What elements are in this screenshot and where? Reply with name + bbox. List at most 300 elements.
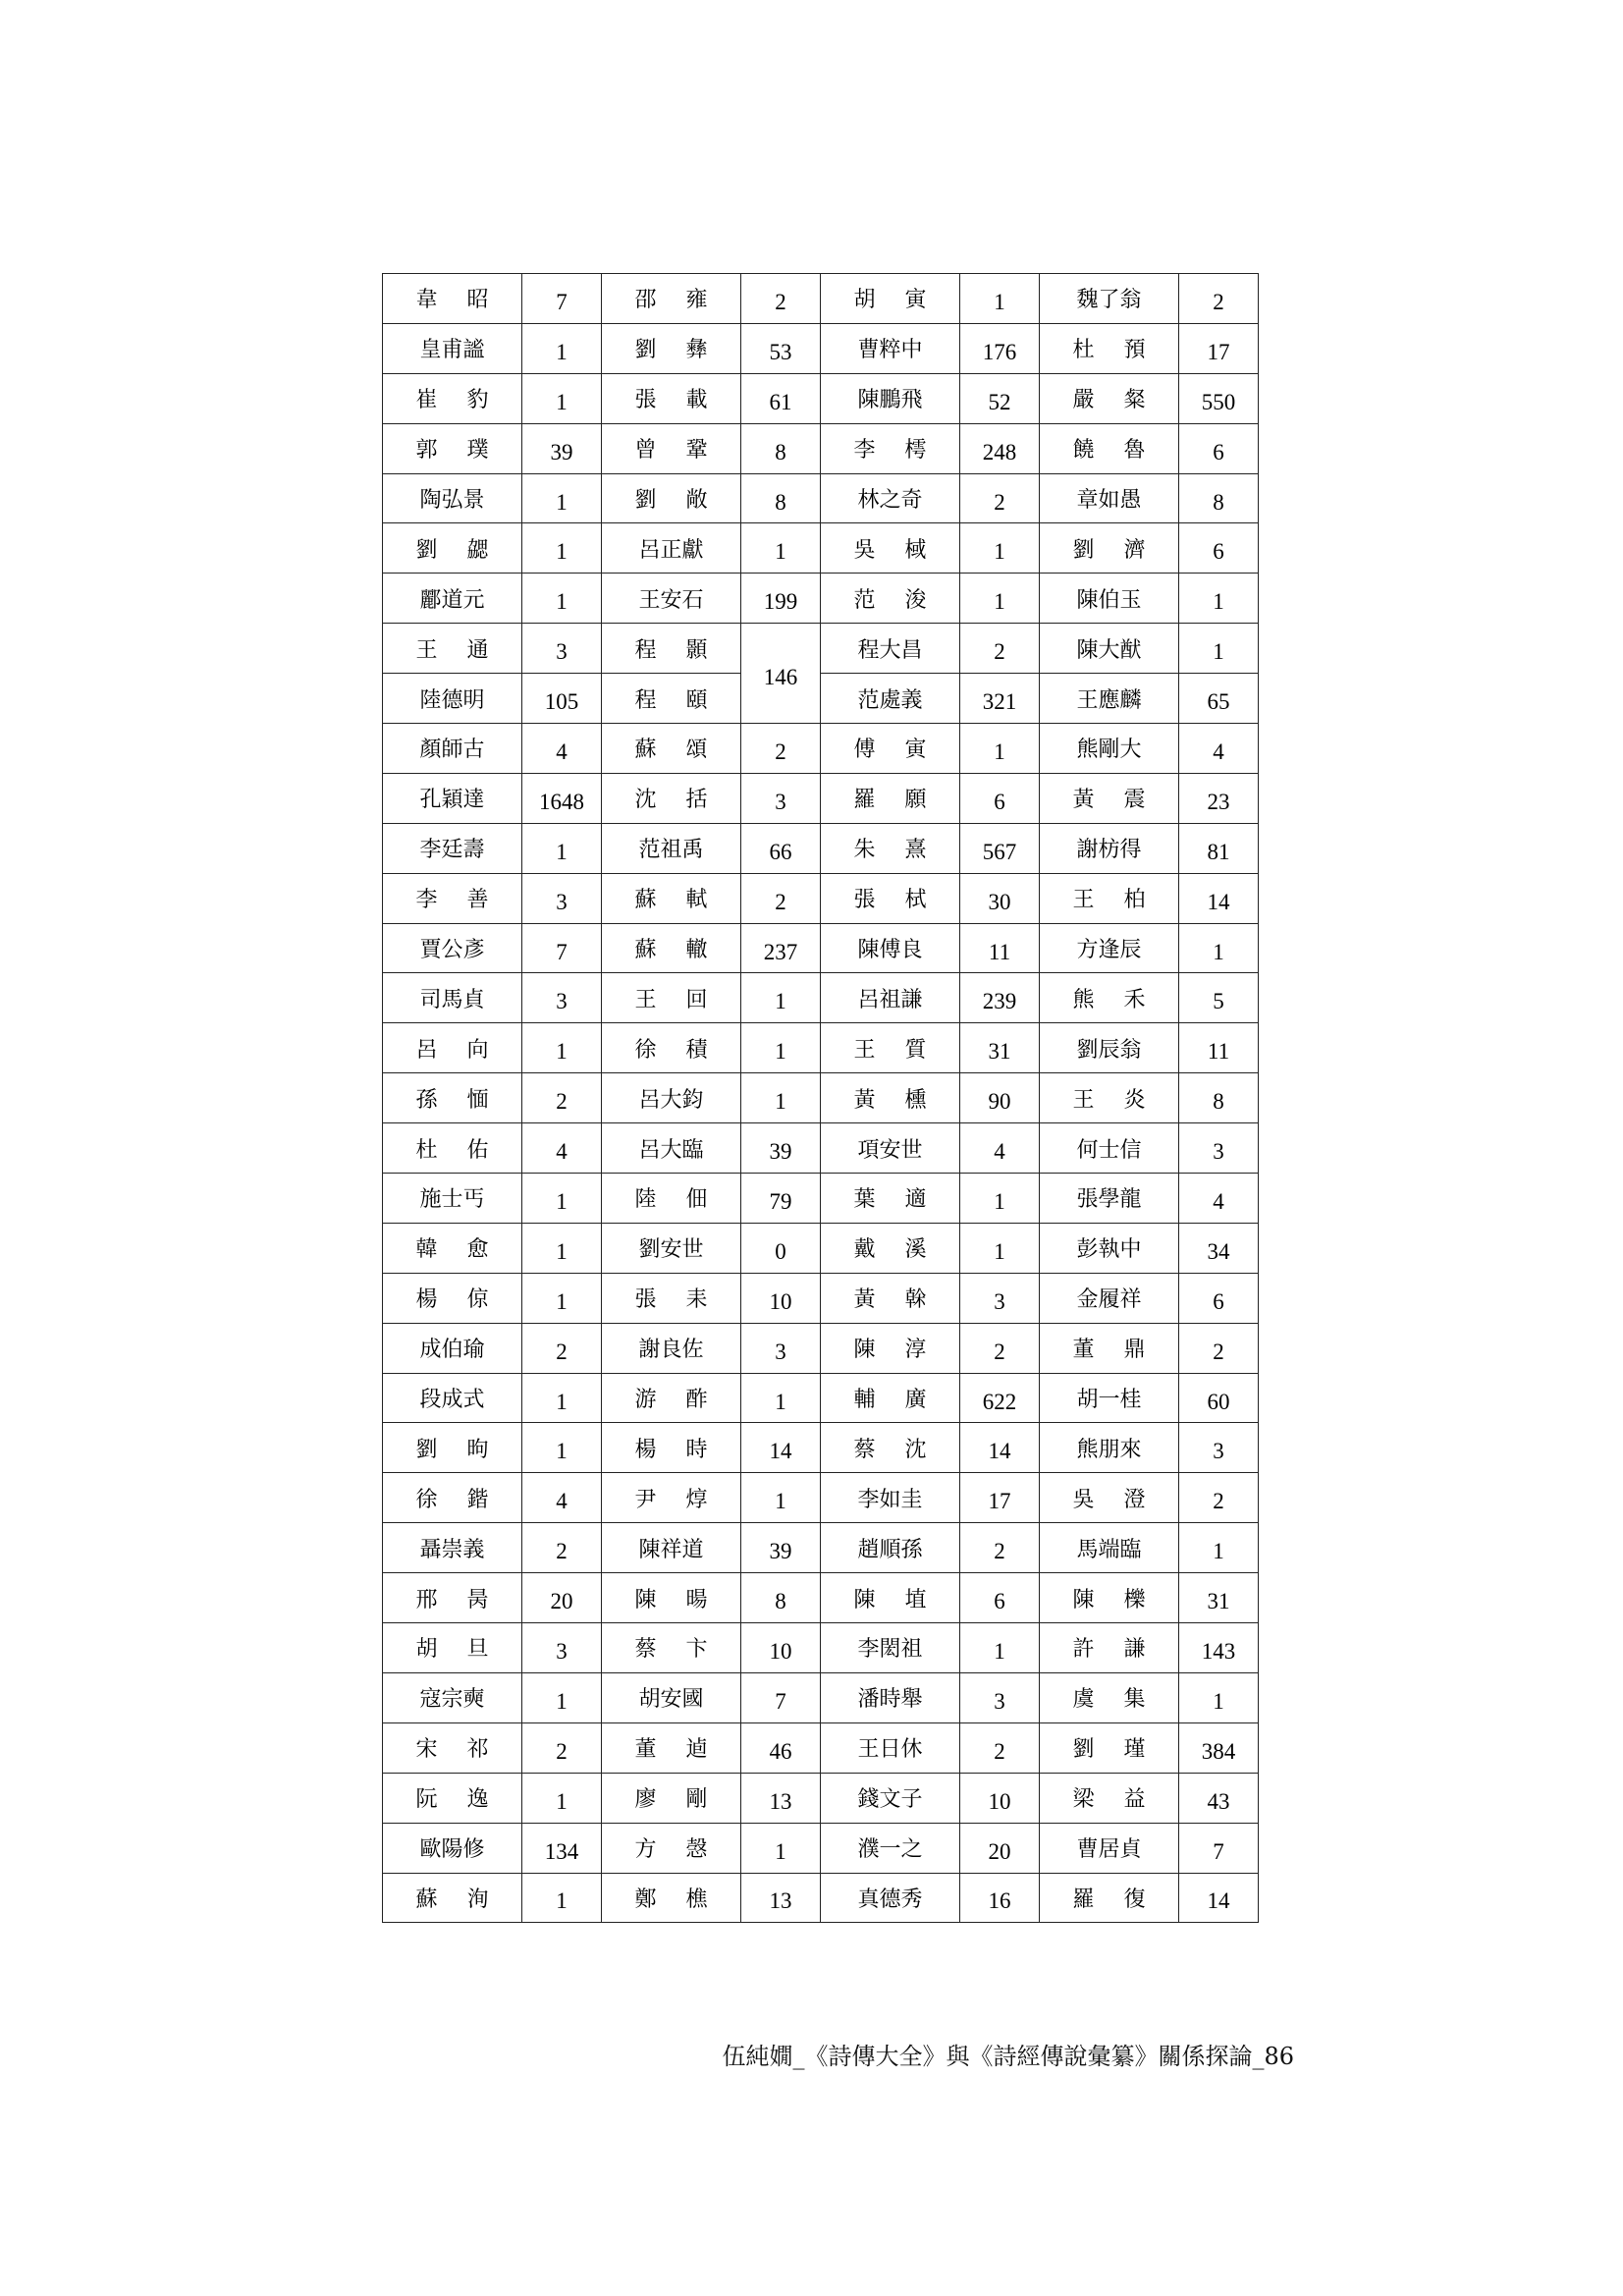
citation-count-cell: 1 bbox=[522, 1373, 602, 1423]
author-name-cell bbox=[1040, 274, 1179, 324]
author-name-cell bbox=[821, 1174, 960, 1224]
table-row bbox=[383, 373, 1259, 423]
table-row bbox=[383, 674, 1259, 724]
table-row bbox=[383, 1573, 1259, 1623]
citation-count-cell: 237 bbox=[741, 923, 821, 973]
author-name: 陳埴 bbox=[853, 1587, 956, 1613]
citation-count-cell: 248 bbox=[960, 423, 1040, 473]
page-footer: 伍純嫺_《詩傳大全》與《詩經傳說彙纂》關係探論_86 bbox=[722, 2043, 1294, 2070]
citation-count-cell: 1 bbox=[522, 1223, 602, 1273]
citation-count-cell: 3 bbox=[1179, 1423, 1259, 1473]
author-name-cell bbox=[383, 1174, 522, 1224]
author-name: 韓愈 bbox=[415, 1237, 518, 1263]
citation-count-cell: 1 bbox=[960, 724, 1040, 774]
author-name-cell bbox=[602, 1823, 741, 1873]
author-name-cell bbox=[821, 1323, 960, 1373]
citation-count-cell: 1 bbox=[522, 1672, 602, 1722]
author-name: 吳棫 bbox=[853, 537, 956, 563]
citation-count-cell: 239 bbox=[960, 973, 1040, 1023]
citation-count-cell: 31 bbox=[960, 1023, 1040, 1073]
citation-count-cell: 13 bbox=[741, 1873, 821, 1923]
author-name-cell bbox=[602, 1023, 741, 1073]
author-name: 虞集 bbox=[1072, 1687, 1175, 1713]
author-name-cell bbox=[602, 423, 741, 473]
author-name-cell bbox=[1040, 574, 1179, 624]
citation-count-cell: 3 bbox=[522, 973, 602, 1023]
table-row bbox=[383, 1623, 1259, 1673]
author-name-cell bbox=[1040, 873, 1179, 923]
table-row bbox=[383, 473, 1259, 523]
author-name-cell bbox=[383, 873, 522, 923]
author-name-cell bbox=[383, 624, 522, 674]
citation-count-cell: 4 bbox=[522, 1473, 602, 1523]
citation-count-cell: 8 bbox=[1179, 1073, 1259, 1123]
author-name: 朱熹 bbox=[853, 838, 956, 863]
author-name-cell bbox=[1040, 1423, 1179, 1473]
author-name-cell bbox=[602, 624, 741, 674]
author-name: 李善 bbox=[415, 888, 518, 913]
author-name: 徐鍇 bbox=[415, 1487, 518, 1512]
citation-count-cell: 384 bbox=[1179, 1722, 1259, 1773]
citation-count-cell: 10 bbox=[960, 1773, 1040, 1823]
author-name-cell bbox=[383, 1523, 522, 1573]
citation-count-cell: 3 bbox=[960, 1672, 1040, 1722]
author-name: 陳鵬飛 bbox=[857, 388, 923, 413]
author-name: 胡旦 bbox=[415, 1637, 518, 1663]
author-name: 孫愐 bbox=[415, 1087, 518, 1113]
author-name-cell bbox=[821, 674, 960, 724]
author-name: 成伯瑜 bbox=[419, 1338, 485, 1363]
table-row bbox=[383, 1473, 1259, 1523]
table-row bbox=[383, 1073, 1259, 1123]
author-name-cell bbox=[821, 323, 960, 373]
author-name: 陸德明 bbox=[419, 687, 485, 713]
author-name: 魏了翁 bbox=[1076, 288, 1142, 313]
author-name: 王通 bbox=[415, 637, 518, 663]
author-name: 杜預 bbox=[1072, 338, 1175, 363]
author-name-cell bbox=[1040, 1273, 1179, 1323]
citation-count-cell: 14 bbox=[741, 1423, 821, 1473]
citation-count-cell: 2 bbox=[960, 624, 1040, 674]
citation-count-cell: 17 bbox=[960, 1473, 1040, 1523]
citation-count-cell: 1 bbox=[741, 1473, 821, 1523]
author-name-cell bbox=[821, 1423, 960, 1473]
citation-count-cell: 1 bbox=[522, 1273, 602, 1323]
citation-count-cell: 30 bbox=[960, 873, 1040, 923]
author-name: 胡安國 bbox=[638, 1687, 704, 1713]
author-name-cell bbox=[1040, 1672, 1179, 1722]
author-name: 劉濟 bbox=[1072, 537, 1175, 563]
author-name: 徐積 bbox=[634, 1037, 737, 1063]
author-name: 蔡卞 bbox=[634, 1637, 737, 1663]
citation-count-cell: 10 bbox=[741, 1273, 821, 1323]
citation-count-cell: 4 bbox=[960, 1123, 1040, 1174]
citation-count-cell: 1 bbox=[741, 1023, 821, 1073]
author-name: 劉昫 bbox=[415, 1437, 518, 1462]
citation-count-cell: 4 bbox=[522, 1123, 602, 1174]
citation-count-cell: 1 bbox=[522, 574, 602, 624]
author-name: 陳暘 bbox=[634, 1587, 737, 1613]
author-name: 陸佃 bbox=[634, 1187, 737, 1213]
author-name-cell bbox=[602, 923, 741, 973]
author-name-cell bbox=[602, 1323, 741, 1373]
author-name: 王炎 bbox=[1072, 1087, 1175, 1113]
author-name: 呂正獻 bbox=[638, 537, 704, 563]
author-name: 真德秀 bbox=[857, 1886, 923, 1912]
author-name-cell bbox=[821, 1023, 960, 1073]
author-name: 劉敞 bbox=[634, 488, 737, 513]
author-name: 熊朋來 bbox=[1076, 1437, 1142, 1462]
citation-count-cell: 1 bbox=[522, 1174, 602, 1224]
author-name: 李閎祖 bbox=[857, 1637, 923, 1663]
author-name: 方逢辰 bbox=[1076, 938, 1142, 963]
author-name-cell bbox=[602, 1073, 741, 1123]
citation-count-cell: 6 bbox=[960, 1573, 1040, 1623]
citation-count-cell: 1 bbox=[522, 1873, 602, 1923]
citation-count-cell: 2 bbox=[960, 1722, 1040, 1773]
author-name-cell bbox=[1040, 1722, 1179, 1773]
citation-count-cell: 143 bbox=[1179, 1623, 1259, 1673]
author-name: 熊剛大 bbox=[1076, 738, 1142, 763]
author-name-cell bbox=[383, 674, 522, 724]
author-name: 廖剛 bbox=[634, 1787, 737, 1813]
table-row bbox=[383, 923, 1259, 973]
table-row bbox=[383, 724, 1259, 774]
author-name: 胡一桂 bbox=[1076, 1388, 1142, 1413]
author-name-cell bbox=[821, 1672, 960, 1722]
citation-count-cell: 4 bbox=[1179, 1174, 1259, 1224]
author-name-cell bbox=[602, 1672, 741, 1722]
citation-count-cell: 3 bbox=[522, 1623, 602, 1673]
citation-count-cell: 20 bbox=[960, 1823, 1040, 1873]
author-name-cell bbox=[821, 823, 960, 873]
citation-count-cell: 14 bbox=[960, 1423, 1040, 1473]
author-name: 陳傅良 bbox=[857, 938, 923, 963]
table-row bbox=[383, 1023, 1259, 1073]
author-name: 王回 bbox=[634, 987, 737, 1012]
citation-count-cell: 53 bbox=[741, 323, 821, 373]
author-name: 張學龍 bbox=[1076, 1187, 1142, 1213]
author-name-cell bbox=[1040, 523, 1179, 574]
citation-count-cell: 1 bbox=[960, 1174, 1040, 1224]
author-name-cell bbox=[1040, 1223, 1179, 1273]
citation-count-cell: 2 bbox=[1179, 274, 1259, 324]
author-name-cell bbox=[821, 1873, 960, 1923]
table-row bbox=[383, 1773, 1259, 1823]
author-name-cell bbox=[383, 1023, 522, 1073]
author-name: 酈道元 bbox=[419, 587, 485, 613]
author-name: 彭執中 bbox=[1076, 1237, 1142, 1263]
author-name-cell bbox=[1040, 1073, 1179, 1123]
citation-count-cell: 2 bbox=[960, 473, 1040, 523]
author-name-cell bbox=[1040, 1823, 1179, 1873]
author-name-cell bbox=[602, 373, 741, 423]
author-name-cell bbox=[602, 574, 741, 624]
author-name: 呂大鈞 bbox=[638, 1087, 704, 1113]
citation-count-cell: 2 bbox=[960, 1523, 1040, 1573]
author-name: 戴溪 bbox=[853, 1237, 956, 1263]
author-name: 皇甫謐 bbox=[419, 338, 485, 363]
author-name: 蘇洵 bbox=[415, 1886, 518, 1912]
author-name-cell bbox=[383, 523, 522, 574]
author-name: 顏師古 bbox=[419, 738, 485, 763]
author-name: 范處義 bbox=[857, 687, 923, 713]
author-name: 章如愚 bbox=[1076, 488, 1142, 513]
citation-count-cell: 31 bbox=[1179, 1573, 1259, 1623]
citation-count-cell: 1 bbox=[741, 1823, 821, 1873]
author-name-cell bbox=[1040, 1473, 1179, 1523]
author-name: 李如圭 bbox=[857, 1487, 923, 1512]
citation-count-cell: 13 bbox=[741, 1773, 821, 1823]
author-name: 蔡沈 bbox=[853, 1437, 956, 1462]
author-name: 羅復 bbox=[1072, 1886, 1175, 1912]
author-name: 羅願 bbox=[853, 788, 956, 813]
table-row bbox=[383, 523, 1259, 574]
author-name-cell bbox=[383, 1423, 522, 1473]
author-name: 濮一之 bbox=[857, 1837, 923, 1863]
author-name-cell bbox=[602, 1573, 741, 1623]
author-name-cell bbox=[821, 523, 960, 574]
table-row bbox=[383, 1823, 1259, 1873]
citation-count-cell: 5 bbox=[1179, 973, 1259, 1023]
author-name-cell bbox=[602, 1873, 741, 1923]
citation-count-cell: 3 bbox=[741, 1323, 821, 1373]
citation-count-cell: 10 bbox=[741, 1623, 821, 1673]
citation-count-cell: 1648 bbox=[522, 773, 602, 823]
citation-count-cell: 1 bbox=[741, 523, 821, 574]
author-name-cell bbox=[383, 1573, 522, 1623]
author-name: 謝枋得 bbox=[1076, 838, 1142, 863]
citation-count-cell: 8 bbox=[741, 473, 821, 523]
author-name-cell bbox=[821, 1273, 960, 1323]
author-name-cell bbox=[602, 1373, 741, 1423]
author-name: 韋昭 bbox=[415, 288, 518, 313]
citation-count-cell: 1 bbox=[522, 473, 602, 523]
author-name-cell bbox=[821, 1823, 960, 1873]
author-name-cell bbox=[1040, 1573, 1179, 1623]
author-name: 王質 bbox=[853, 1037, 956, 1063]
citation-count-cell: 61 bbox=[741, 373, 821, 423]
author-name: 許謙 bbox=[1072, 1637, 1175, 1663]
author-name-cell bbox=[602, 724, 741, 774]
citation-count-cell: 1 bbox=[960, 274, 1040, 324]
citation-count-cell: 1 bbox=[1179, 574, 1259, 624]
citation-count-cell: 14 bbox=[1179, 1873, 1259, 1923]
author-name-cell bbox=[383, 1123, 522, 1174]
citation-count-cell: 1 bbox=[522, 1423, 602, 1473]
author-name: 胡寅 bbox=[853, 288, 956, 313]
citation-count-cell: 1 bbox=[960, 1223, 1040, 1273]
author-name-cell bbox=[602, 523, 741, 574]
table-row bbox=[383, 423, 1259, 473]
author-name-cell bbox=[1040, 1023, 1179, 1073]
citation-count-cell: 176 bbox=[960, 323, 1040, 373]
author-name: 黃櫄 bbox=[853, 1087, 956, 1113]
author-name-cell bbox=[1040, 973, 1179, 1023]
citation-count-cell: 550 bbox=[1179, 373, 1259, 423]
author-name-cell bbox=[383, 574, 522, 624]
author-name: 熊禾 bbox=[1072, 987, 1175, 1012]
table-row bbox=[383, 1373, 1259, 1423]
author-name-cell bbox=[821, 1573, 960, 1623]
author-name: 歐陽修 bbox=[419, 1837, 485, 1863]
author-name: 聶崇義 bbox=[419, 1537, 485, 1562]
author-name-cell bbox=[602, 1123, 741, 1174]
citation-count-cell: 199 bbox=[741, 574, 821, 624]
author-name: 王柏 bbox=[1072, 888, 1175, 913]
citation-count-cell: 2 bbox=[522, 1073, 602, 1123]
author-name-cell bbox=[383, 473, 522, 523]
citation-count-cell: 8 bbox=[1179, 473, 1259, 523]
author-name-cell bbox=[1040, 773, 1179, 823]
author-name-cell bbox=[383, 423, 522, 473]
author-name-cell bbox=[383, 1473, 522, 1523]
author-name-cell bbox=[821, 574, 960, 624]
author-name: 馬端臨 bbox=[1076, 1537, 1142, 1562]
author-name: 呂祖謙 bbox=[857, 987, 923, 1012]
author-name: 楊時 bbox=[634, 1437, 737, 1462]
table-body bbox=[383, 274, 1259, 1923]
table-row bbox=[383, 574, 1259, 624]
author-name-cell bbox=[602, 823, 741, 873]
citation-count-cell: 6 bbox=[1179, 523, 1259, 574]
citation-count-cell: 46 bbox=[741, 1722, 821, 1773]
author-name: 王安石 bbox=[638, 587, 704, 613]
citation-count-cell: 1 bbox=[522, 323, 602, 373]
author-name: 李樗 bbox=[853, 438, 956, 464]
author-name: 陳祥道 bbox=[638, 1537, 704, 1562]
author-name-cell bbox=[602, 1423, 741, 1473]
author-name: 段成式 bbox=[419, 1388, 485, 1413]
citation-count-cell: 2 bbox=[522, 1523, 602, 1573]
citation-count-cell: 14 bbox=[1179, 873, 1259, 923]
citation-count-cell: 2 bbox=[741, 873, 821, 923]
citation-count-cell: 0 bbox=[741, 1223, 821, 1273]
table-row bbox=[383, 1722, 1259, 1773]
author-name: 蘇頌 bbox=[634, 738, 737, 763]
author-name: 葉適 bbox=[853, 1187, 956, 1213]
author-name-cell bbox=[1040, 323, 1179, 373]
author-name-cell bbox=[383, 1722, 522, 1773]
table-row bbox=[383, 1672, 1259, 1722]
citation-count-cell: 1 bbox=[522, 373, 602, 423]
author-name: 黃榦 bbox=[853, 1287, 956, 1313]
author-name: 張耒 bbox=[634, 1287, 737, 1313]
author-name-cell bbox=[383, 1073, 522, 1123]
author-name-cell bbox=[1040, 724, 1179, 774]
author-name-cell bbox=[1040, 1174, 1179, 1224]
author-name: 孔穎達 bbox=[419, 788, 485, 813]
table-row bbox=[383, 1223, 1259, 1273]
author-name: 程頤 bbox=[634, 687, 737, 713]
author-name-cell bbox=[602, 1473, 741, 1523]
author-name: 董鼎 bbox=[1072, 1338, 1175, 1363]
author-name: 梁益 bbox=[1072, 1787, 1175, 1813]
table-row bbox=[383, 274, 1259, 324]
author-name-cell bbox=[821, 1473, 960, 1523]
citation-count-cell: 23 bbox=[1179, 773, 1259, 823]
author-name-cell bbox=[383, 1373, 522, 1423]
citation-count-cell: 1 bbox=[522, 523, 602, 574]
citation-count-cell: 65 bbox=[1179, 674, 1259, 724]
author-name-cell bbox=[821, 624, 960, 674]
table-row bbox=[383, 823, 1259, 873]
citation-count-cell: 2 bbox=[741, 274, 821, 324]
citation-count-cell: 11 bbox=[960, 923, 1040, 973]
citation-count-cell: 6 bbox=[1179, 1273, 1259, 1323]
author-name: 黃震 bbox=[1072, 788, 1175, 813]
author-name: 陳淳 bbox=[853, 1338, 956, 1363]
citation-count-cell: 66 bbox=[741, 823, 821, 873]
citation-count-cell: 39 bbox=[522, 423, 602, 473]
author-name-cell bbox=[602, 873, 741, 923]
citation-count-cell: 1 bbox=[522, 1023, 602, 1073]
author-name: 吳澄 bbox=[1072, 1487, 1175, 1512]
citation-count-cell: 7 bbox=[741, 1672, 821, 1722]
citation-count-cell: 20 bbox=[522, 1573, 602, 1623]
author-name: 沈括 bbox=[634, 788, 737, 813]
author-name-cell bbox=[602, 1722, 741, 1773]
author-name-cell bbox=[602, 1174, 741, 1224]
author-name: 邢昺 bbox=[415, 1587, 518, 1613]
author-name-cell bbox=[821, 1373, 960, 1423]
author-name: 鄭樵 bbox=[634, 1886, 737, 1912]
table-row bbox=[383, 1273, 1259, 1323]
citation-count-cell: 7 bbox=[522, 923, 602, 973]
author-name: 陳伯玉 bbox=[1076, 587, 1142, 613]
author-name-cell bbox=[602, 1273, 741, 1323]
citation-count-cell: 1 bbox=[522, 823, 602, 873]
author-name-cell bbox=[383, 923, 522, 973]
author-name-cell bbox=[602, 773, 741, 823]
author-name: 蘇軾 bbox=[634, 888, 737, 913]
author-name-cell bbox=[821, 274, 960, 324]
citation-count-cell: 567 bbox=[960, 823, 1040, 873]
author-name: 寇宗奭 bbox=[419, 1687, 485, 1713]
citation-count-cell: 1 bbox=[741, 973, 821, 1023]
author-name: 饒魯 bbox=[1072, 438, 1175, 464]
author-name: 范浚 bbox=[853, 587, 956, 613]
citation-count-cell: 2 bbox=[1179, 1323, 1259, 1373]
citation-count-cell: 90 bbox=[960, 1073, 1040, 1123]
author-name: 邵雍 bbox=[634, 288, 737, 313]
author-name-cell bbox=[602, 274, 741, 324]
author-name: 賈公彥 bbox=[419, 938, 485, 963]
author-name: 潘時舉 bbox=[857, 1687, 923, 1713]
citation-count-cell: 1 bbox=[960, 574, 1040, 624]
author-name-cell bbox=[383, 973, 522, 1023]
author-name: 范祖禹 bbox=[638, 838, 704, 863]
citation-count-cell: 1 bbox=[1179, 923, 1259, 973]
author-name: 劉安世 bbox=[638, 1237, 704, 1263]
author-name: 劉辰翁 bbox=[1076, 1037, 1142, 1063]
author-name-cell bbox=[602, 1623, 741, 1673]
citation-count-cell: 622 bbox=[960, 1373, 1040, 1423]
author-name-cell bbox=[1040, 423, 1179, 473]
citation-count-cell: 2 bbox=[960, 1323, 1040, 1373]
citation-count-cell: 11 bbox=[1179, 1023, 1259, 1073]
author-name: 呂向 bbox=[415, 1037, 518, 1063]
author-name-cell bbox=[821, 1123, 960, 1174]
author-name: 王應麟 bbox=[1076, 687, 1142, 713]
author-name: 程顥 bbox=[634, 637, 737, 663]
table-row bbox=[383, 1174, 1259, 1224]
author-name: 陶弘景 bbox=[419, 488, 485, 513]
citation-count-cell: 1 bbox=[741, 1073, 821, 1123]
table-row bbox=[383, 1123, 1259, 1174]
author-name: 杜佑 bbox=[415, 1137, 518, 1163]
author-name: 陳櫟 bbox=[1072, 1587, 1175, 1613]
